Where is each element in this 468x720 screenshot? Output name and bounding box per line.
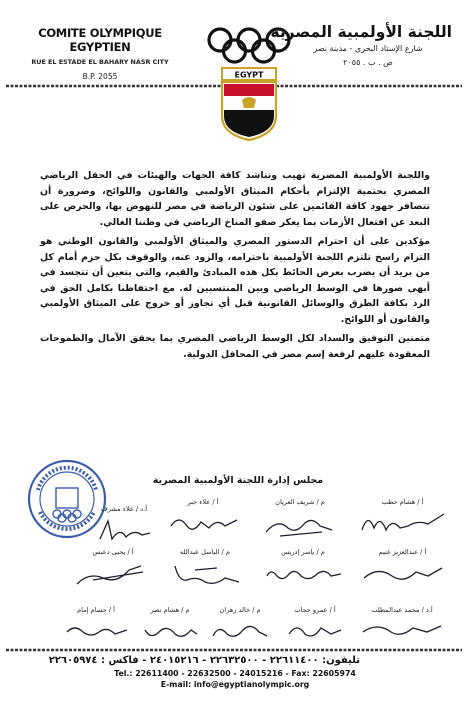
po-box-fr: B.P. 2055	[82, 72, 118, 81]
rope-border-bottom	[6, 648, 462, 652]
signatory-label: م / هشام نصر	[150, 606, 190, 614]
handwritten-signature-icon	[260, 508, 340, 538]
signature-13	[58, 606, 134, 642]
signatory-label: م / ياسر إدريس	[281, 548, 325, 556]
signatory-label: أ.د / محمد عبدالمطلب	[371, 606, 433, 614]
letter-body	[40, 168, 430, 366]
emblem-label: EGYPT	[234, 70, 264, 80]
contact-numbers-ar: تليفون: ٢٢٦١١٤٠٠ - ٢٢٦٣٢٥٠٠ - ٢٤٠١٥٢١٦ - فاكس : ٢٢٦٠٥٩٧٤	[48, 655, 360, 666]
letterhead-left	[14, 26, 186, 82]
signature-4	[92, 505, 156, 545]
committee-address-fr: RUE EL ESTADE EL BAHARY NASR CITY	[31, 58, 169, 66]
handwritten-signature-icon	[283, 616, 347, 642]
handwritten-signature-icon	[73, 558, 153, 588]
signatory-label: أ.د / علاء مشرف	[100, 505, 148, 513]
po-box-ar: ص . ب . ٢٠٥٥	[343, 58, 393, 67]
handwritten-signature-icon	[61, 616, 131, 642]
handwritten-signature-icon	[207, 616, 273, 642]
handwritten-signature-icon	[163, 508, 243, 538]
handwritten-signature-icon	[358, 508, 448, 538]
signature-5	[355, 548, 450, 588]
handwritten-signature-icon	[139, 616, 201, 642]
contact-numbers-en: Tel.: 22611400 - 22632500 - 24015216 - Fax: 22605974	[114, 669, 356, 678]
council-heading: مجلس إدارة اللجنة الأولمبية المصرية	[152, 475, 324, 486]
signature-9	[352, 606, 452, 642]
handwritten-signature-icon	[94, 515, 154, 545]
signature-12	[136, 606, 204, 642]
contact-email: E-mail: info@egyptianolympic.org	[160, 680, 310, 689]
signature-10	[280, 606, 350, 642]
contact-footer	[48, 654, 360, 690]
signatory-label: م / خالد زهران	[219, 606, 261, 614]
committee-name-fr: COMITE OLYMPIQUE EGYPTIEN	[38, 26, 162, 54]
signatory-label: أ / عمرو حجاب	[294, 606, 336, 614]
committee-name-ar: اللجنة الأولمبية المصرية	[270, 23, 452, 41]
signatory-label: أ / يحيى دعبس	[92, 548, 134, 556]
signature-8	[70, 548, 156, 588]
signature-7	[160, 548, 250, 588]
paragraph-3: متمنين التوفيق والسداد لكل الوسط الرياضي المصري بما يحقق الآمال والطموحات المعقودة عليهم لرفعة إسم مصر في المحافل الدولية.	[40, 333, 430, 360]
signatory-label: أ / حسام إمام	[77, 606, 115, 614]
signatory-label: أ / عبدالعزيز غنيم	[378, 548, 427, 556]
committee-address-ar: شارع الإستاد البحري - مدينة نصر	[313, 44, 423, 53]
paragraph-1: واللجنة الأولمبية المصرية تهيب وتناشد كافة الجهات والهيئات في الحقل الرياضي المصري بحتمية الإلتزام بأحكام الميثاق الأولمبي والقانون واللوائح، وضرورة أن تتضافر جهود كافة القائمين على شئون الرياضة في مصر للنهوض بها، والحرص على البعد عن افتعال الأزمات بما يعكر صفو المناخ الرياضي في وطننا الغالي.	[40, 170, 430, 228]
signatory-label: أ / علاء جبر	[187, 498, 219, 506]
handwritten-signature-icon	[358, 558, 448, 588]
signatory-label: أ / هشام حطب	[381, 498, 424, 506]
olympic-emblem-icon	[206, 24, 292, 142]
signature-3	[158, 498, 248, 538]
signatory-label: م / الباسل عبدالله	[180, 548, 230, 556]
handwritten-signature-icon	[357, 616, 447, 642]
letterhead-right	[270, 22, 452, 68]
handwritten-signature-icon	[165, 558, 245, 588]
handwritten-signature-icon	[261, 558, 345, 588]
signature-1	[355, 498, 450, 538]
signatory-label: م / شريف العريان	[275, 498, 325, 506]
signature-2	[255, 498, 345, 538]
signature-11	[204, 606, 276, 642]
signature-6	[258, 548, 348, 588]
paragraph-2: مؤكدين على أن احترام الدستور المصري والميثاق الأولمبي والقانون الوطني هو التزام راسخ تلتزم اللجنة الأولمبية باحترامه، والزود عنه، والوقوف بكل حزم أمام كل من يريد أن يضرب بعرض الحائط بكل هذه المبادئ والقيم، والتي يتعين أن تتجسد في أبهى صورها في الوسط الرياضي وبين المنتسبين له. مع احتفاظنا بكامل الحق في الرد بكافة الطرق والوسائل القانونية قبل أي تجاوز أو خروج على الميثاق الأولمبي والقانون أو اللوائح.	[40, 236, 430, 325]
